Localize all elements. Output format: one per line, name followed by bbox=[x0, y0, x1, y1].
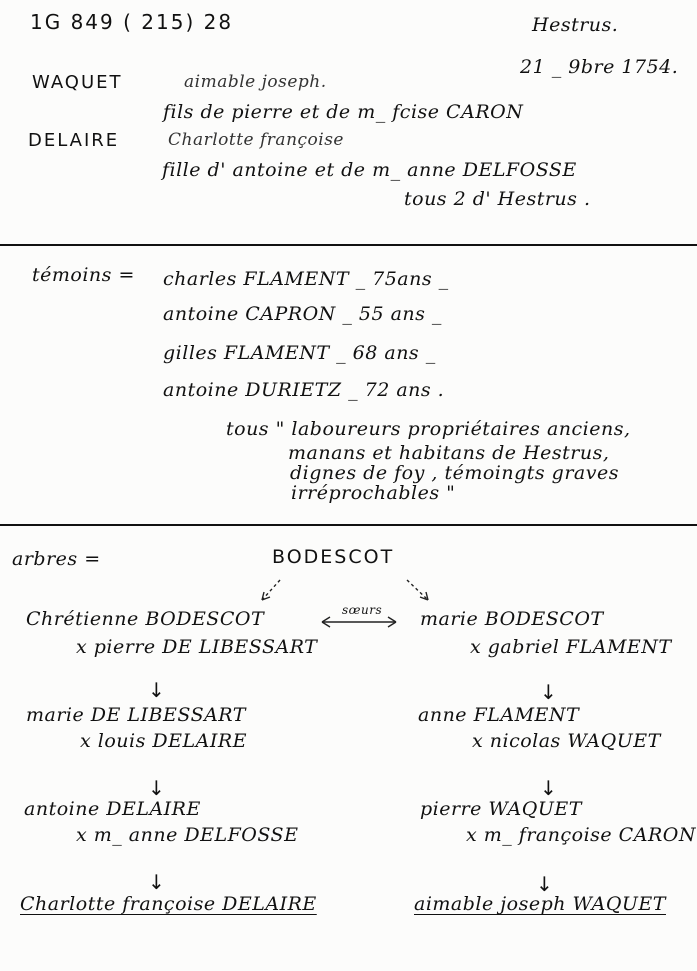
left-person-4: Charlotte françoise DELAIRE bbox=[20, 893, 317, 915]
down-arrow: ↓ bbox=[148, 870, 165, 894]
right-person-4: aimable joseph WAQUET bbox=[414, 893, 666, 915]
witness-note-4: irréprochables " bbox=[291, 482, 456, 504]
left-person-3: antoine DELAIRE bbox=[24, 798, 201, 820]
residence: tous 2 d' Hestrus . bbox=[404, 188, 591, 210]
archive-reference: 1G 849 ( 215) 28 bbox=[30, 10, 234, 34]
down-arrow: ↓ bbox=[148, 678, 165, 702]
bride-parents: fille d' antoine et de m_ anne DELFOSSE bbox=[162, 159, 577, 181]
bride-surname: DELAIRE bbox=[28, 130, 120, 151]
left-spouse-2: x louis DELAIRE bbox=[80, 730, 247, 752]
place-name: Hestrus. bbox=[532, 14, 619, 36]
witnesses-label: témoins = bbox=[32, 264, 135, 286]
record-date: 21 _ 9bre 1754. bbox=[520, 56, 679, 78]
tree-label: arbres = bbox=[12, 548, 101, 570]
right-spouse-3: x m_ françoise CARON bbox=[466, 824, 696, 846]
down-arrow: ↓ bbox=[540, 680, 557, 704]
left-spouse-1: x pierre DE LIBESSART bbox=[76, 636, 318, 658]
groom-given-names: aimable joseph. bbox=[184, 72, 327, 92]
left-spouse-3: x m_ anne DELFOSSE bbox=[76, 824, 299, 846]
witness-3: gilles FLAMENT _ 68 ans _ bbox=[163, 342, 436, 364]
groom-surname: WAQUET bbox=[32, 72, 123, 93]
down-arrow: ↓ bbox=[148, 776, 165, 800]
groom-parents: fils de pierre et de m_ fcise CARON bbox=[163, 101, 524, 123]
witness-4: antoine DURIETZ _ 72 ans . bbox=[163, 379, 445, 401]
down-arrow: ↓ bbox=[540, 776, 557, 800]
bride-given-names: Charlotte françoise bbox=[168, 130, 344, 150]
right-person-2: anne FLAMENT bbox=[418, 704, 580, 726]
right-person-3: pierre WAQUET bbox=[420, 798, 582, 820]
sisters-label: sœurs bbox=[342, 603, 383, 617]
witness-2: antoine CAPRON _ 55 ans _ bbox=[163, 303, 442, 325]
left-person-1: Chrétienne BODESCOT bbox=[26, 608, 265, 630]
left-person-2: marie DE LIBESSART bbox=[26, 704, 246, 726]
right-person-1: marie BODESCOT bbox=[420, 608, 604, 630]
down-arrow: ↓ bbox=[536, 872, 553, 896]
witness-note-2: manans et habitans de Hestrus, bbox=[288, 442, 610, 464]
right-spouse-1: x gabriel FLAMENT bbox=[470, 636, 672, 658]
witness-note-3: dignes de foy , témoingts graves bbox=[290, 462, 619, 484]
witness-note-1: tous " laboureurs propriétaires anciens, bbox=[226, 418, 631, 440]
tree-root: BODESCOT bbox=[272, 546, 395, 568]
right-spouse-2: x nicolas WAQUET bbox=[472, 730, 661, 752]
witness-1: charles FLAMENT _ 75ans _ bbox=[163, 268, 449, 290]
